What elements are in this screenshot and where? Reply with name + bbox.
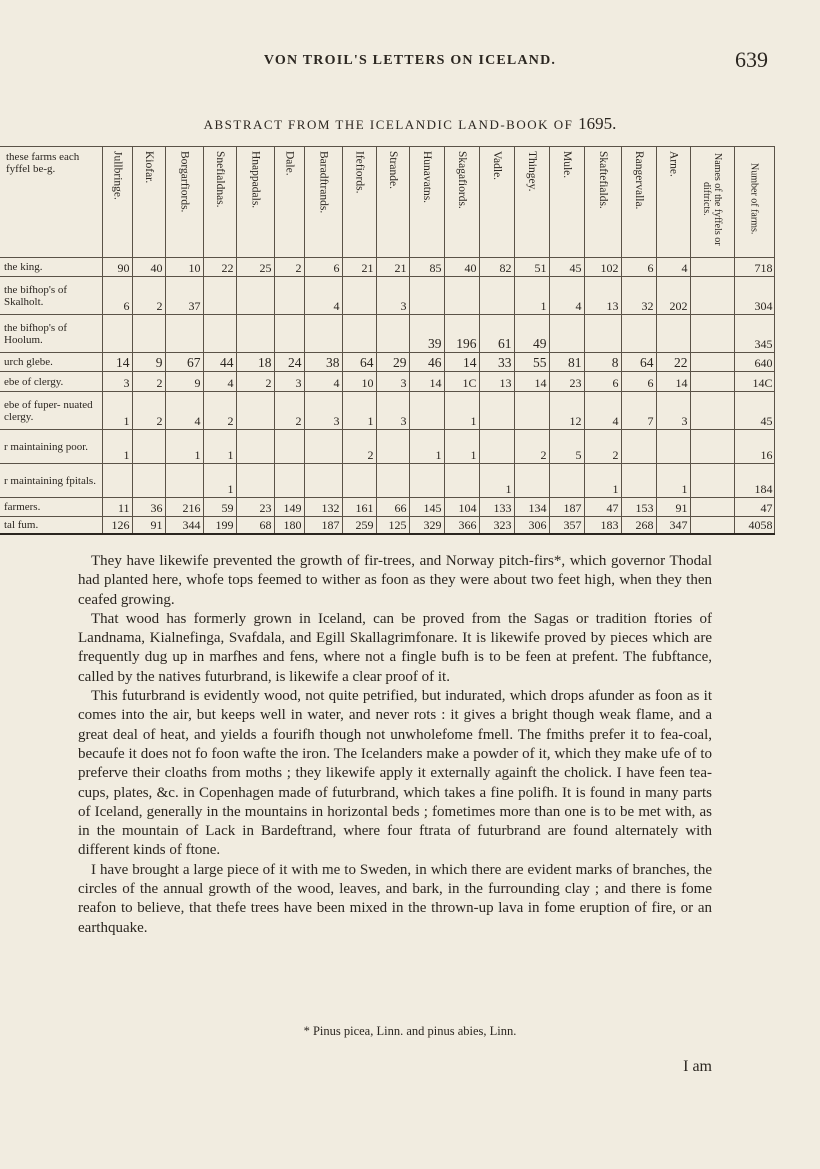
column-header (444, 147, 479, 258)
column-header (132, 147, 165, 258)
row-label: r maintaining poor. (0, 430, 102, 464)
table-cell (342, 464, 376, 498)
table-cell: 91 (132, 517, 165, 534)
table-cell: 347 (656, 517, 690, 534)
table-cell: 59 (203, 498, 236, 517)
table-cell: 1C (444, 372, 479, 392)
table-cell: 23 (236, 498, 274, 517)
table-cell: 145 (409, 498, 444, 517)
column-header (479, 147, 514, 258)
table-cell: 202 (656, 277, 690, 315)
table-cell: 2 (203, 392, 236, 430)
table-cell (102, 464, 132, 498)
names-column-header (690, 147, 734, 258)
table-cell: 13 (584, 277, 621, 315)
table-cell: 149 (274, 498, 304, 517)
table-cell: 10 (342, 372, 376, 392)
table-cell (274, 315, 304, 353)
column-header (342, 147, 376, 258)
table-cell (342, 277, 376, 315)
farm-count-cell: 184 (734, 464, 774, 498)
table-cell: 36 (132, 498, 165, 517)
table-cell: 3 (102, 372, 132, 392)
table-header-row (0, 147, 774, 258)
table-row (0, 258, 774, 277)
table-cell: 12 (549, 392, 584, 430)
names-column-cell (690, 392, 734, 430)
table-cell: 18 (236, 353, 274, 372)
table-cell: 1 (203, 464, 236, 498)
table-cell: 125 (376, 517, 409, 534)
table-cell: 9 (165, 372, 203, 392)
column-header-label: Vadle. (491, 151, 503, 181)
table-cell (274, 464, 304, 498)
table-cell: 49 (514, 315, 549, 353)
names-column-cell (690, 430, 734, 464)
column-header-label: Kiofar. (143, 151, 155, 184)
names-column-cell (690, 258, 734, 277)
paragraph: They have likewife prevented the growth of fir-trees, and Norway pitch-firs*, which governor Thodal had planted here, whofe tops feemed to wither as foon as they were about two feet high, when they then ceafed growing. (78, 553, 712, 608)
table-cell: 306 (514, 517, 549, 534)
column-header-label: Mule. (561, 151, 573, 179)
column-header (203, 147, 236, 258)
column-header (584, 147, 621, 258)
table-cell (376, 430, 409, 464)
table-row (0, 464, 774, 498)
table-cell: 1 (102, 392, 132, 430)
table-cell (102, 315, 132, 353)
column-header (102, 147, 132, 258)
paragraph: I have brought a large piece of it with me to Sweden, in which there are evident marks of branches, the circles of the annual growth of the wood, leaves, and bark, in the furrounding clay ; and there is fome reafon to believe, that thefe trees have been mixed in the thrown-up lava in fome eruption of fire, or an earthquake. (78, 861, 712, 936)
table-cell: 1 (444, 430, 479, 464)
table-cell: 6 (102, 277, 132, 315)
table-cell: 4 (203, 372, 236, 392)
table-cell: 1 (102, 430, 132, 464)
table-cell (656, 430, 690, 464)
table-cell (203, 315, 236, 353)
number-column-header (734, 147, 774, 258)
table-cell: 14 (409, 372, 444, 392)
column-header-label: Rangervalla. (633, 151, 645, 210)
table-cell: 1 (409, 430, 444, 464)
table-cell (132, 464, 165, 498)
table-cell: 81 (549, 353, 584, 372)
table-cell: 37 (165, 277, 203, 315)
table-cell: 21 (376, 258, 409, 277)
column-header-label: Thingey. (526, 151, 538, 192)
table-cell: 132 (304, 498, 342, 517)
column-header-label: Arne. (667, 151, 680, 177)
table-cell (165, 464, 203, 498)
table-cell: 45 (549, 258, 584, 277)
table-cell: 199 (203, 517, 236, 534)
table-cell: 126 (102, 517, 132, 534)
table-cell: 268 (621, 517, 656, 534)
column-header (376, 147, 409, 258)
names-column-cell (690, 277, 734, 315)
table-cell (376, 315, 409, 353)
table-row (0, 392, 774, 430)
column-header-label: Dale. (283, 151, 296, 176)
table-cell (203, 277, 236, 315)
farm-count-cell: 14C (734, 372, 774, 392)
table-cell: 29 (376, 353, 409, 372)
table-cell (621, 464, 656, 498)
table-cell (479, 392, 514, 430)
table-cell: 323 (479, 517, 514, 534)
column-header (409, 147, 444, 258)
table-cell: 2 (236, 372, 274, 392)
names-column-cell (690, 372, 734, 392)
table-cell: 6 (621, 258, 656, 277)
row-label: r maintaining fpitals. (0, 464, 102, 498)
table-cell: 7 (621, 392, 656, 430)
table-cell: 366 (444, 517, 479, 534)
table-cell: 153 (621, 498, 656, 517)
table-cell: 3 (376, 392, 409, 430)
table-cell (444, 277, 479, 315)
page-number: 639 (735, 47, 768, 72)
table-cell: 24 (274, 353, 304, 372)
table-cell: 11 (102, 498, 132, 517)
table-cell: 3 (274, 372, 304, 392)
table-cell: 6 (621, 372, 656, 392)
farm-count-cell: 45 (734, 392, 774, 430)
column-header-label: Hunavatns. (421, 151, 433, 204)
table-cell: 187 (549, 498, 584, 517)
column-header-label: Snefialdnas. (214, 151, 226, 208)
table-cell: 5 (549, 430, 584, 464)
farm-count-cell: 4058 (734, 517, 774, 534)
table-cell: 2 (584, 430, 621, 464)
farm-count-cell: 345 (734, 315, 774, 353)
table-cell: 4 (165, 392, 203, 430)
table-cell: 61 (479, 315, 514, 353)
table-cell (342, 315, 376, 353)
column-header-label: Baradftrands. (317, 151, 330, 214)
table-cell: 1 (203, 430, 236, 464)
table-cell: 187 (304, 517, 342, 534)
table-cell: 1 (584, 464, 621, 498)
table-cell: 64 (342, 353, 376, 372)
table-cell: 196 (444, 315, 479, 353)
table-cell: 3 (376, 277, 409, 315)
farm-count-cell: 16 (734, 430, 774, 464)
table-cell: 40 (444, 258, 479, 277)
table-row (0, 372, 774, 392)
row-label: tal fum. (0, 517, 102, 534)
table-cell (444, 464, 479, 498)
table-cell: 4 (304, 372, 342, 392)
table-cell: 13 (479, 372, 514, 392)
table-row (0, 315, 774, 353)
table-cell: 180 (274, 517, 304, 534)
column-header (621, 147, 656, 258)
catchword: I am (683, 1058, 712, 1075)
table-cell: 134 (514, 498, 549, 517)
table-cell: 38 (304, 353, 342, 372)
table-cell: 216 (165, 498, 203, 517)
table-cell (132, 315, 165, 353)
table-cell: 133 (479, 498, 514, 517)
column-header (236, 147, 274, 258)
table-cell: 14 (444, 353, 479, 372)
table-cell: 344 (165, 517, 203, 534)
table-cell: 47 (584, 498, 621, 517)
table-cell: 3 (376, 372, 409, 392)
table-cell: 32 (621, 277, 656, 315)
table-cell: 14 (102, 353, 132, 372)
table-cell (409, 392, 444, 430)
table-cell: 1 (165, 430, 203, 464)
table-cell: 2 (132, 372, 165, 392)
column-header-label: Ifefiords. (353, 151, 366, 194)
table-cell (304, 464, 342, 498)
table-cell: 90 (102, 258, 132, 277)
column-header (165, 147, 203, 258)
row-label: the bifhop's of Skalholt. (0, 277, 102, 315)
table-cell (514, 464, 549, 498)
column-header-label: Borgarfiords. (178, 151, 191, 213)
table-cell: 4 (584, 392, 621, 430)
column-header (274, 147, 304, 258)
table-cell: 14 (656, 372, 690, 392)
table-cell: 40 (132, 258, 165, 277)
farm-count-cell: 47 (734, 498, 774, 517)
farm-count-cell: 640 (734, 353, 774, 372)
table-cell (236, 430, 274, 464)
table-cell (584, 315, 621, 353)
table-cell: 9 (132, 353, 165, 372)
table-title-year: 1695. (578, 114, 617, 133)
table-cell: 25 (236, 258, 274, 277)
names-column-label: Names of the fyffels or diftricts. (701, 152, 723, 246)
table-cell: 8 (584, 353, 621, 372)
table-cell: 46 (409, 353, 444, 372)
table-corner-label: these farms each fyffel be-g. (0, 147, 102, 258)
table-cell: 259 (342, 517, 376, 534)
table-cell (549, 315, 584, 353)
number-column-label: Number of farms. (748, 163, 760, 235)
table-row (0, 517, 774, 534)
table-cell: 66 (376, 498, 409, 517)
table-cell: 67 (165, 353, 203, 372)
names-column-cell (690, 353, 734, 372)
column-header-label: Strande. (387, 151, 399, 190)
table-cell: 4 (549, 277, 584, 315)
table-cell: 1 (656, 464, 690, 498)
table-cell: 85 (409, 258, 444, 277)
column-header (304, 147, 342, 258)
body-text (78, 552, 712, 938)
table-cell (304, 315, 342, 353)
table-cell: 55 (514, 353, 549, 372)
table-cell: 1 (479, 464, 514, 498)
row-label: ebe of clergy. (0, 372, 102, 392)
table-title-text: ABSTRACT FROM THE ICELANDIC LAND-BOOK OF (203, 117, 574, 132)
table-cell (656, 315, 690, 353)
table-cell: 329 (409, 517, 444, 534)
table-cell: 2 (132, 277, 165, 315)
table-cell: 6 (584, 372, 621, 392)
table-cell (376, 464, 409, 498)
table-cell: 22 (656, 353, 690, 372)
land-book-table (0, 146, 775, 535)
row-label: farmers. (0, 498, 102, 517)
table-cell (409, 464, 444, 498)
table-cell: 22 (203, 258, 236, 277)
table-cell: 1 (444, 392, 479, 430)
table-row (0, 277, 774, 315)
table-cell: 104 (444, 498, 479, 517)
table-cell: 1 (514, 277, 549, 315)
row-label: the bifhop's of Hoolum. (0, 315, 102, 353)
column-header-label: Skaftefialds. (597, 151, 609, 209)
table-cell: 68 (236, 517, 274, 534)
farm-count-cell: 718 (734, 258, 774, 277)
table-cell (479, 277, 514, 315)
table-cell: 51 (514, 258, 549, 277)
row-label: ebe of fuper- nuated clergy. (0, 392, 102, 430)
table-cell: 2 (514, 430, 549, 464)
table-cell: 44 (203, 353, 236, 372)
names-column-cell (690, 315, 734, 353)
table-cell: 357 (549, 517, 584, 534)
table-cell (304, 430, 342, 464)
table-row (0, 353, 774, 372)
table-cell (514, 392, 549, 430)
table-cell: 6 (304, 258, 342, 277)
running-head (0, 52, 820, 69)
column-header-label: Jullbringe. (111, 151, 124, 200)
table-cell: 39 (409, 315, 444, 353)
table-title (0, 114, 820, 134)
table-cell: 2 (274, 258, 304, 277)
names-column-cell (690, 517, 734, 534)
paragraph: This futurbrand is evidently wood, not quite petrified, but indurated, which drops afunder as foon as it comes into the air, but keeps well in water, and never rots : it gives a bright though weak flame, and a great deal of heat, and yields a fourifh though not unwholefome fmell. The fmiths prefer it to fea-coal, becaufe it does not fo foon wafte the iron. The Icelanders make a powder of it, which they make ufe of to preferve their cloaths from moths ; they likewife apply it externally againft the cholick. I have feen tea-cups, plates, &c. in Copenhagen made of futurbrand, which takes a fine polifh. It is found in many parts of Iceland, generally in the mountains in horizontal beds ; fometimes more than one is to be met with, as in the mountain of Lack in Bardeftrand, where four ftrata of futurbrand are found alternately with different kinds of ftone. (78, 688, 712, 859)
table-cell (409, 277, 444, 315)
table-cell: 23 (549, 372, 584, 392)
table-cell: 21 (342, 258, 376, 277)
table-cell: 161 (342, 498, 376, 517)
paragraph: That wood has formerly grown in Iceland, can be proved from the Sagas or tradition ftories of Landnama, Kialnefinga, Svafdala, and Egill Skallagrimfonare. It is likewife proved by pieces which are frequently dug up in marfhes and fens, where not a fingle bufh is to be feen at prefent. The fubftance, called by the natives futurbrand, is likewife a clear proof of it. (78, 610, 712, 685)
table-cell (236, 392, 274, 430)
table-cell (236, 464, 274, 498)
table-cell: 102 (584, 258, 621, 277)
column-header (514, 147, 549, 258)
farm-count-cell: 304 (734, 277, 774, 315)
column-header (656, 147, 690, 258)
table-cell: 4 (656, 258, 690, 277)
table-cell (132, 430, 165, 464)
row-label: the king. (0, 258, 102, 277)
column-header-label: Hnappadals. (249, 151, 262, 209)
table-cell: 183 (584, 517, 621, 534)
table-cell: 2 (342, 430, 376, 464)
running-head-title: VON TROIL'S LETTERS ON ICELAND. (263, 53, 557, 68)
names-column-cell (690, 464, 734, 498)
table-cell: 10 (165, 258, 203, 277)
table-cell (549, 464, 584, 498)
footnote: * Pinus picea, Linn. and pinus abies, Linn. (303, 1024, 517, 1038)
table-cell: 64 (621, 353, 656, 372)
table-cell: 33 (479, 353, 514, 372)
table-cell (236, 277, 274, 315)
column-header (549, 147, 584, 258)
table-cell: 4 (304, 277, 342, 315)
table-cell: 3 (304, 392, 342, 430)
names-column-cell (690, 498, 734, 517)
table-cell (236, 315, 274, 353)
table-cell (274, 277, 304, 315)
column-header-label: Skagafiords. (456, 151, 468, 209)
table-row (0, 498, 774, 517)
table-cell: 82 (479, 258, 514, 277)
table-cell (621, 430, 656, 464)
row-label: urch glebe. (0, 353, 102, 372)
table-cell (479, 430, 514, 464)
table-cell: 2 (132, 392, 165, 430)
table-cell: 2 (274, 392, 304, 430)
table-cell: 3 (656, 392, 690, 430)
table-cell: 1 (342, 392, 376, 430)
table-cell: 14 (514, 372, 549, 392)
table-cell (274, 430, 304, 464)
table-cell (165, 315, 203, 353)
table-cell: 91 (656, 498, 690, 517)
table-cell (621, 315, 656, 353)
table-row (0, 430, 774, 464)
